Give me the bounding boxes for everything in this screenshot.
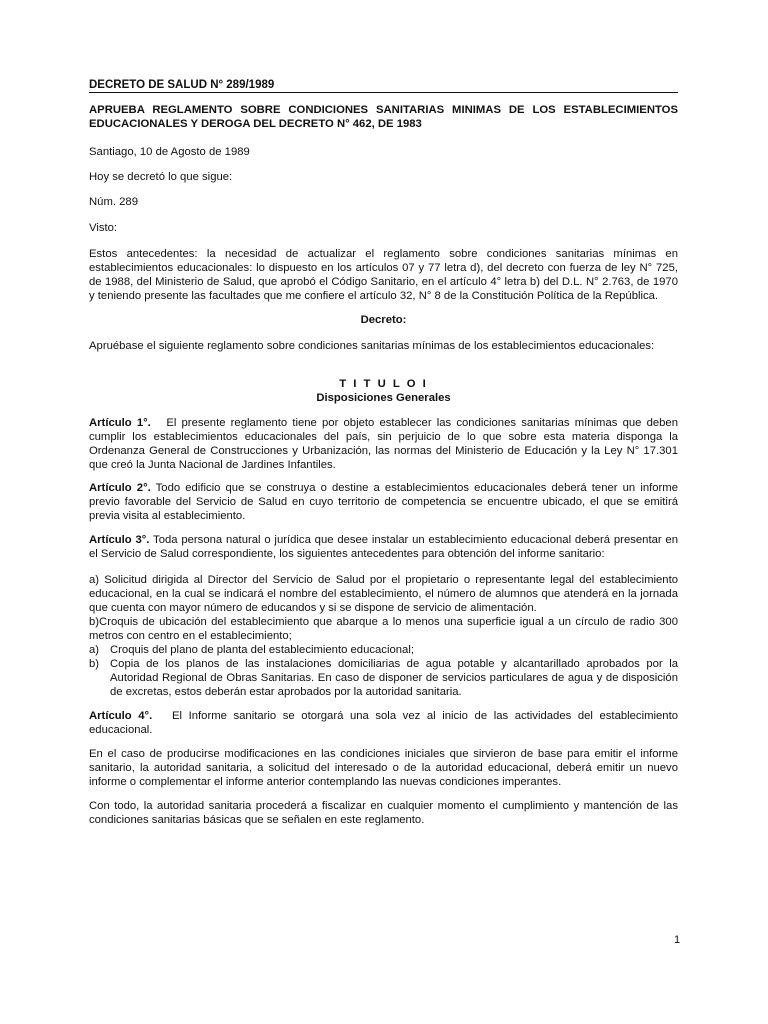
titulo-subheading: Disposiciones Generales <box>316 392 451 404</box>
item-a-line: educacional, en la cual se indicará el nombre del establecimiento, el número de alumnos que atenderá en la jornada <box>89 588 678 600</box>
articulo-3-first-line <box>89 533 678 547</box>
sub-item-b-line: Copia de los planos de las instalaciones domiciliarias de agua potable y alcantarillado aprobados por la <box>110 658 678 670</box>
antecedentes-line: Estos antecedentes: la necesidad de actualizar el reglamento sobre condiciones sanitarias mínimas en <box>89 248 678 260</box>
decree-line: Hoy se decretó lo que sigue: <box>89 171 233 183</box>
articulo-4-text: El Informe sanitario se otorgará una sola vez al inicio de las actividades del establecimiento <box>171 710 678 722</box>
sub-item-b-line: Autoridad Regional de Obras Sanitarias. En caso de disponer de servicios particulares de agua y de disposición <box>110 672 678 684</box>
item-a-line: a) Solicitud dirigida al Director del Servicio de Salud por el propietario o representante legal del establecimiento <box>89 574 678 586</box>
articulo-2-line: previa visita al establecimiento. <box>89 510 246 522</box>
item-b-line: metros con centro en el establecimiento; <box>89 630 292 642</box>
articulo-2-first-line <box>89 481 678 495</box>
articulo-2-label: Artículo 2°. <box>89 482 151 494</box>
antecedentes-line: y teniendo presente las facultades que me confiere el artículo 32, N° 8 de la Constitución Política de la República. <box>89 290 659 302</box>
articulo-4-para2-line: En el caso de producirse modificaciones en las condiciones iniciales que sirvieron de base para emitir el informe <box>89 748 678 760</box>
sub-item-a-label: a) <box>89 644 100 656</box>
antecedentes-line: de 1988, del Ministerio de Salud, que aprobó el Código Sanitario, en el artículo 4° letra b) del D.L. N° 2.763, de 1970 <box>89 276 678 288</box>
date-line: Santiago, 10 de Agosto de 1989 <box>89 146 250 158</box>
articulo-3-line: el Servicio de Salud correspondiente, los siguientes antecedentes para obtención del informe sanitario: <box>89 548 605 560</box>
item-a-line: que cuenta con mayor número de educandos y si se dispone de servicio de alimentación. <box>89 602 537 614</box>
articulo-4-line: educacional. <box>89 724 153 736</box>
articulo-1-line: que creó la Junta Nacional de Jardines Infantiles. <box>89 459 336 471</box>
articulo-1-text: El presente reglamento tiene por objeto establecer las condiciones sanitarias mínimas que deben <box>166 417 678 429</box>
visto-line: Visto: <box>89 222 118 234</box>
articulo-1-line: cumplir los establecimientos educacionales del país, sin perjuicio de lo que sobre esta materia disponga la <box>89 431 678 443</box>
articulo-4-first-line <box>89 709 678 723</box>
subject-line-1: APRUEBA REGLAMENTO SOBRE CONDICIONES SANITARIAS MINIMAS DE LOS ESTABLECIMIENTOS <box>89 104 678 116</box>
articulo-4-label: Artículo 4°. <box>89 710 153 722</box>
articulo-3-label: Artículo 3°. <box>89 534 150 546</box>
decree-title: DECRETO DE SALUD N° 289/1989 <box>89 78 678 93</box>
apruebase-line: Apruébase el siguiente reglamento sobre condiciones sanitarias mínimas de los establecimientos educacionales: <box>89 340 655 352</box>
articulo-1-first-line <box>89 416 678 430</box>
articulo-1-line: Ordenanza General de Construcciones y Urbanización, las normas del Ministerio de Educación y la Ley N° 17.301 <box>89 445 678 457</box>
sub-item-a-text: Croquis del plano de planta del establecimiento educacional; <box>110 644 414 656</box>
titulo-heading: T I T U L O I <box>339 378 428 390</box>
articulo-4-para3-line: Con todo, la autoridad sanitaria procederá a fiscalizar en cualquier momento el cumplimiento y mantención de las <box>89 800 678 812</box>
sub-item-b-line: de excretas, estos deberán estar aprobados por la autoridad sanitaria. <box>110 686 462 698</box>
sub-item-b-label: b) <box>89 658 100 670</box>
item-b-line: b)Croquis de ubicación del establecimiento que abarque a lo menos una superficie igual a un círculo de radio 300 <box>89 616 678 628</box>
antecedentes-line: establecimientos educacionales: lo dispuesto en los artículos 07 y 77 letra d), del decreto con fuerza de ley N° 725, <box>89 262 678 274</box>
articulo-2-line: previo favorable del Servicio de Salud en cuyo territorio de competencia se encuentre ubicado, el que se emitirá <box>89 496 678 508</box>
articulo-4-para2-line: sanitario, la autoridad sanitaria, a solicitud del interesado o de la autoridad educacional, deberá emitir un nuevo <box>89 762 678 774</box>
articulo-4-para2-line: informe o complementar el informe anterior contemplando las nuevas condiciones imperantes. <box>89 776 562 788</box>
articulo-4-para3-line: condiciones sanitarias básicas que se señalen en este reglamento. <box>89 814 425 826</box>
articulo-1-label: Artículo 1°. <box>89 417 151 429</box>
number-line: Núm. 289 <box>89 196 138 208</box>
page-number: 1 <box>674 934 681 946</box>
articulo-3-text: Toda persona natural o jurídica que desee instalar un establecimiento educacional deberá presentar en <box>153 534 678 546</box>
subject-line-2: EDUCACIONALES Y DEROGA DEL DECRETO N° 462, DE 1983 <box>89 118 422 130</box>
articulo-2-text: Todo edificio que se construya o destine a establecimientos educacionales deberá tener un informe <box>155 482 678 494</box>
decreto-heading: Decreto: <box>360 314 407 326</box>
